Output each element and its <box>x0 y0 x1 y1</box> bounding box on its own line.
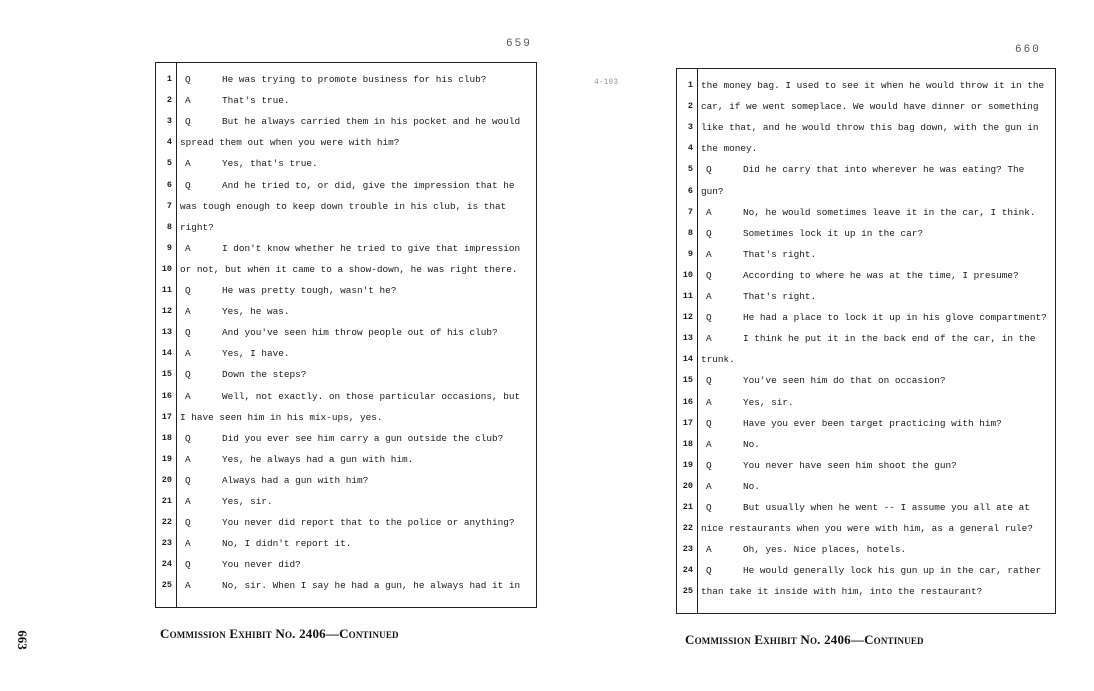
transcript-line <box>677 434 1055 455</box>
line-text: Well, not exactly. on those particular occasions, but <box>222 390 521 402</box>
transcript-line <box>677 117 1055 138</box>
line-text: Have you ever been target practicing with him? <box>743 417 1002 429</box>
line-text: I have seen him in his mix-ups, yes. <box>180 411 383 423</box>
speaker-label: Q <box>706 502 712 513</box>
transcript-line <box>156 554 536 575</box>
transcript-line <box>677 392 1055 413</box>
line-number: 20 <box>161 474 172 485</box>
line-number: 11 <box>682 291 693 301</box>
line-number: 18 <box>682 438 693 449</box>
transcript-line <box>677 159 1055 180</box>
line-text: Always had a gun with him? <box>222 474 369 486</box>
left-transcript-box <box>155 62 537 608</box>
speaker-label: Q <box>706 164 712 176</box>
left-caption: Commission Exhibit No. 2406—Continued <box>160 626 399 641</box>
line-text: Yes, I have. <box>222 348 290 360</box>
speaker-label: A <box>706 438 712 450</box>
transcript-line <box>156 217 536 238</box>
line-number: 1 <box>687 80 693 90</box>
speaker-label: A <box>706 396 712 408</box>
speaker-label: A <box>706 480 712 492</box>
line-text: spread them out when you were with him? <box>180 137 400 149</box>
line-number: 2 <box>687 101 693 112</box>
speaker-label: Q <box>706 269 712 281</box>
speaker-label: Q <box>185 432 191 444</box>
line-number: 3 <box>166 116 172 127</box>
line-number: 13 <box>161 327 172 338</box>
transcript-line <box>677 181 1055 202</box>
transcript-line <box>156 343 536 364</box>
line-text: I don't know whether he tried to give that impression <box>222 242 521 254</box>
line-text: He would generally lock his gun up in the car, rather <box>743 565 1042 577</box>
speaker-label: A <box>185 95 191 107</box>
speaker-label: Q <box>706 312 712 324</box>
transcript-line <box>156 69 536 90</box>
transcript-line <box>677 370 1055 391</box>
transcript-line <box>677 413 1055 434</box>
transcript-line <box>677 328 1055 349</box>
line-number: 13 <box>682 333 693 344</box>
line-number: 20 <box>682 480 693 491</box>
line-number: 4 <box>687 143 693 154</box>
speaker-label: Q <box>185 116 191 128</box>
line-number: 7 <box>166 200 172 211</box>
transcript-line <box>156 132 536 153</box>
speaker-label: Q <box>185 285 191 296</box>
line-text: That's right. <box>743 291 817 302</box>
transcript-line <box>156 238 536 259</box>
line-text: trunk. <box>701 354 735 366</box>
transcript-line <box>156 386 536 407</box>
line-text: Yes, he always had a gun with him. <box>222 453 414 465</box>
transcript-line <box>156 364 536 385</box>
speaker-label: Q <box>185 179 191 191</box>
side-page-number: 663 <box>14 630 30 650</box>
transcript-line <box>156 407 536 428</box>
right-caption: Commission Exhibit No. 2406—Continued <box>685 632 924 647</box>
transcript-line <box>677 286 1055 307</box>
line-text: I think he put it in the back end of the car, in the <box>743 333 1036 345</box>
line-text: nice restaurants when you were with him, as a general rule? <box>701 523 1033 535</box>
line-number: 14 <box>682 354 693 365</box>
line-text: You never did report that to the police or anything? <box>222 517 515 529</box>
speaker-label: A <box>706 544 712 556</box>
speaker-label: A <box>706 333 712 345</box>
line-text: No, he would sometimes leave it in the car, I think. <box>743 206 1036 218</box>
transcript-line <box>677 138 1055 159</box>
transcript-line <box>677 518 1055 539</box>
speaker-label: Q <box>185 74 191 85</box>
transcript-line <box>156 153 536 174</box>
transcript-line <box>156 301 536 322</box>
line-number: 16 <box>682 396 693 407</box>
transcript-line <box>156 175 536 196</box>
speaker-label: A <box>185 348 191 360</box>
transcript-line <box>156 512 536 533</box>
line-number: 9 <box>687 248 693 259</box>
line-text: That's right. <box>743 248 817 260</box>
transcript-line <box>677 455 1055 476</box>
transcript-line <box>156 259 536 280</box>
transcript-line <box>677 307 1055 328</box>
line-number: 7 <box>687 206 693 217</box>
transcript-line <box>156 428 536 449</box>
line-number: 2 <box>166 95 172 106</box>
speaker-label: Q <box>185 369 191 381</box>
line-text: car, if we went someplace. We would have dinner or something <box>701 101 1039 113</box>
line-text: Oh, yes. Nice places, hotels. <box>743 544 907 556</box>
line-text: But usually when he went -- I assume you all ate at <box>743 502 1030 513</box>
line-text: Did you ever see him carry a gun outside the club? <box>222 432 504 444</box>
transcript-line <box>156 470 536 491</box>
transcript-line <box>677 75 1055 96</box>
transcript-line <box>156 491 536 512</box>
line-text: or not, but when it came to a show-down, he was right there. <box>180 263 518 275</box>
transcript-line <box>677 244 1055 265</box>
transcript-line <box>677 349 1055 370</box>
line-text: No. <box>743 480 760 492</box>
line-text: He was pretty tough, wasn't he? <box>222 285 397 296</box>
speaker-label: A <box>185 158 191 170</box>
speaker-label: Q <box>706 565 712 577</box>
speaker-label: A <box>185 390 191 402</box>
line-text: But he always carried them in his pocket and he would <box>222 116 521 128</box>
line-number: 4 <box>166 137 172 148</box>
line-number: 6 <box>687 185 693 196</box>
line-text: He was trying to promote business for his club? <box>222 74 487 85</box>
transcript-line <box>156 196 536 217</box>
line-text: Yes, sir. <box>743 396 794 408</box>
line-text: the money bag. I used to see it when he would throw it in the <box>701 80 1045 91</box>
speaker-label: A <box>185 242 191 254</box>
line-text: like that, and he would throw this bag down, with the gun in <box>701 122 1039 134</box>
margin-stamp: 4-103 <box>594 78 619 87</box>
transcript-line <box>677 265 1055 286</box>
line-text: the money. <box>701 143 758 155</box>
line-number: 10 <box>161 263 172 274</box>
line-text: That's true. <box>222 95 290 107</box>
line-text: And he tried to, or did, give the impression that he <box>222 179 515 191</box>
line-text: You've seen him do that on occasion? <box>743 375 946 387</box>
line-number: 21 <box>161 496 172 506</box>
line-number: 17 <box>682 417 693 428</box>
line-text: than take it inside with him, into the restaurant? <box>701 586 983 598</box>
speaker-label: Q <box>185 559 191 571</box>
transcript-line <box>156 90 536 111</box>
left-page-number: 659 <box>506 38 532 50</box>
line-number: 24 <box>161 559 172 570</box>
speaker-label: Q <box>185 474 191 486</box>
speaker-label: A <box>185 496 191 507</box>
speaker-label: A <box>185 306 191 318</box>
line-text: No, sir. When I say he had a gun, he always had it in <box>222 580 521 592</box>
speaker-label: A <box>706 291 712 302</box>
line-number: 12 <box>161 306 172 317</box>
transcript-line <box>677 96 1055 117</box>
line-text: No, I didn't report it. <box>222 538 352 550</box>
transcript-line <box>677 202 1055 223</box>
line-text: right? <box>180 221 214 233</box>
line-number: 14 <box>161 348 172 359</box>
line-number: 5 <box>687 164 693 175</box>
line-number: 1 <box>166 74 172 84</box>
line-text: You never did? <box>222 559 301 571</box>
line-text: You never have seen him shoot the gun? <box>743 459 957 471</box>
line-number: 15 <box>682 375 693 386</box>
speaker-label: A <box>706 248 712 260</box>
line-number: 9 <box>166 242 172 253</box>
line-text: Down the steps? <box>222 369 307 381</box>
line-text: was tough enough to keep down trouble in his club, is that <box>180 200 507 212</box>
line-text: He had a place to lock it up in his glove compartment? <box>743 312 1047 324</box>
line-number: 10 <box>682 269 693 280</box>
line-number: 23 <box>682 544 693 555</box>
speaker-label: Q <box>706 375 712 387</box>
line-number: 8 <box>166 221 172 232</box>
transcript-line <box>677 476 1055 497</box>
transcript-line <box>156 449 536 470</box>
line-number: 25 <box>682 586 693 597</box>
line-number: 21 <box>682 502 693 512</box>
line-text: Yes, he was. <box>222 306 290 318</box>
transcript-line <box>156 533 536 554</box>
line-text: Did he carry that into wherever he was eating? The <box>743 164 1025 176</box>
speaker-label: Q <box>706 459 712 471</box>
line-number: 16 <box>161 390 172 401</box>
transcript-line <box>677 497 1055 518</box>
line-number: 19 <box>682 459 693 470</box>
line-text: Yes, sir. <box>222 496 273 507</box>
line-number: 8 <box>687 227 693 238</box>
line-number: 22 <box>682 523 693 534</box>
transcript-line <box>156 280 536 301</box>
line-number: 11 <box>161 285 172 295</box>
speaker-label: A <box>706 206 712 218</box>
line-text: According to where he was at the time, I presume? <box>743 269 1019 281</box>
speaker-label: Q <box>706 417 712 429</box>
transcript-line <box>677 223 1055 244</box>
transcript-line <box>156 322 536 343</box>
speaker-label: A <box>185 538 191 550</box>
transcript-line <box>677 560 1055 581</box>
line-number: 17 <box>161 411 172 422</box>
transcript-line <box>156 111 536 132</box>
line-number: 3 <box>687 122 693 133</box>
line-number: 6 <box>166 179 172 190</box>
speaker-label: Q <box>185 327 191 339</box>
transcript-line <box>156 575 536 596</box>
line-number: 5 <box>166 158 172 169</box>
right-page-number: 660 <box>1015 44 1041 56</box>
transcript-line <box>677 581 1055 602</box>
line-number: 18 <box>161 432 172 443</box>
line-text: Yes, that's true. <box>222 158 318 170</box>
line-number: 25 <box>161 580 172 591</box>
line-number: 12 <box>682 312 693 323</box>
line-number: 24 <box>682 565 693 576</box>
speaker-label: A <box>185 453 191 465</box>
line-number: 15 <box>161 369 172 380</box>
transcript-line <box>677 539 1055 560</box>
line-text: Sometimes lock it up in the car? <box>743 227 924 239</box>
line-number: 22 <box>161 517 172 528</box>
line-number: 19 <box>161 453 172 464</box>
line-number: 23 <box>161 538 172 549</box>
line-text: No. <box>743 438 760 450</box>
line-text: gun? <box>701 185 724 197</box>
speaker-label: A <box>185 580 191 592</box>
speaker-label: Q <box>185 517 191 529</box>
line-text: And you've seen him throw people out of his club? <box>222 327 498 339</box>
right-transcript-box <box>676 68 1056 614</box>
speaker-label: Q <box>706 227 712 239</box>
